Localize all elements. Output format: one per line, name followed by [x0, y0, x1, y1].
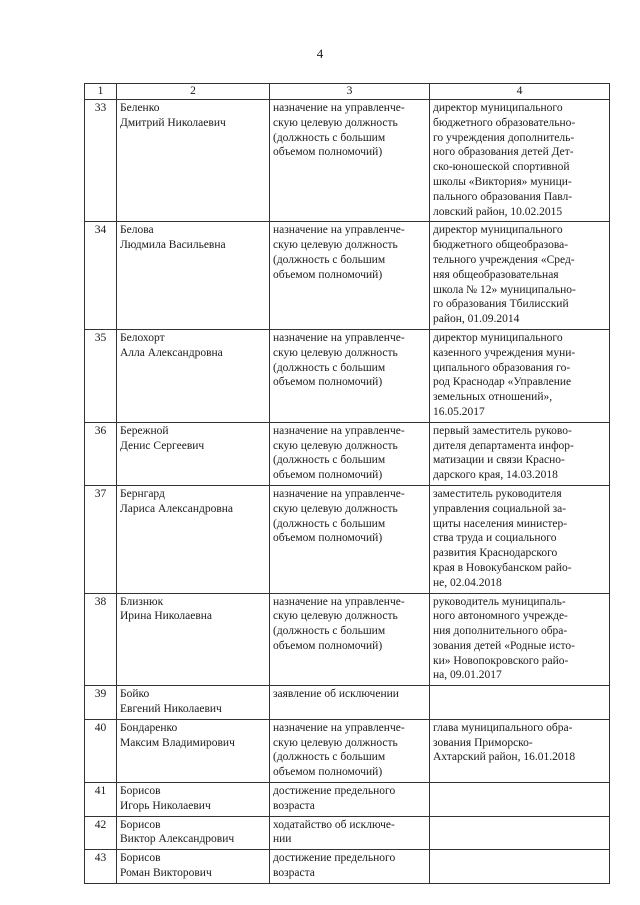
person-name	[117, 719, 270, 782]
surname: Белова	[120, 224, 154, 237]
table-row	[85, 422, 610, 485]
exclusion-reason: назначение на управленче- скую целевую должность (должность с большим объемом полномочий)	[270, 222, 430, 330]
appointed-position: директор муниципального казенного учреждения муни- ципального образования го- род Краснодар «Управление земельных отношений», 16.05.2017	[430, 329, 610, 422]
appointed-position: заместитель руководителя управления социальной за- щиты населения министер- ства труда и социального развития Краснодарского края в Новокубанском райо- не, 02.04.2018	[430, 485, 610, 593]
table-row	[85, 222, 610, 330]
surname: Бережной	[120, 424, 169, 437]
person-name	[117, 329, 270, 422]
row-number: 41	[85, 783, 117, 817]
given-names: Людмила Васильевна	[120, 239, 226, 252]
surname: Бернгард	[120, 487, 165, 500]
person-name	[117, 783, 270, 817]
appointed-position: глава муниципального обра- зования Приморско- Ахтарский район, 16.01.2018	[430, 719, 610, 782]
row-number: 33	[85, 100, 117, 222]
given-names: Ирина Николаевна	[120, 610, 213, 623]
given-names: Роман Викторович	[120, 867, 212, 880]
table-row	[85, 485, 610, 593]
surname: Борисов	[120, 785, 161, 798]
row-number: 42	[85, 816, 117, 850]
given-names: Игорь Николаевич	[120, 799, 211, 812]
row-number: 38	[85, 593, 117, 686]
exclusion-reason: назначение на управленче- скую целевую должность (должность с большим объемом полномочий)	[270, 329, 430, 422]
given-names: Виктор Александрович	[120, 833, 235, 846]
row-number: 37	[85, 485, 117, 593]
exclusion-reason: назначение на управленче- скую целевую должность (должность с большим объемом полномочий)	[270, 100, 430, 222]
person-name	[117, 100, 270, 222]
column-header-3: 3	[270, 84, 430, 100]
appointed-position: первый заместитель руково- дителя департамента инфор- матизации и связи Красно- дарского края, 14.03.2018	[430, 422, 610, 485]
appointed-position: директор муниципального бюджетного общеобразова- тельного учреждения «Сред- няя общеобразовательная школа № 12» муниципально- го образования Тбилисский район, 01.09.2014	[430, 222, 610, 330]
person-name	[117, 485, 270, 593]
given-names: Денис Сергеевич	[120, 439, 205, 452]
surname: Бондаренко	[120, 721, 178, 734]
column-header-4: 4	[430, 84, 610, 100]
table-row	[85, 686, 610, 720]
exclusion-reason: достижение предельного возраста	[270, 783, 430, 817]
appointed-position	[430, 783, 610, 817]
exclusion-reason: ходатайство об исключе- нии	[270, 816, 430, 850]
table-header-row	[85, 84, 610, 100]
person-name	[117, 593, 270, 686]
row-number: 39	[85, 686, 117, 720]
table-row	[85, 816, 610, 850]
given-names: Дмитрий Николаевич	[120, 116, 226, 129]
column-header-1: 1	[85, 84, 117, 100]
table-row	[85, 100, 610, 222]
appointed-position	[430, 686, 610, 720]
given-names: Максим Владимирович	[120, 736, 235, 749]
person-name	[117, 686, 270, 720]
row-number: 40	[85, 719, 117, 782]
surname: Борисов	[120, 852, 161, 865]
appointed-position: директор муниципального бюджетного образовательно- го учреждения дополнитель- ного образования детей Дет- ско-юношеской спортивной школы «Виктория» муници- пального образования Павл- ловский район, 10.02.2015	[430, 100, 610, 222]
given-names: Лариса Александровна	[120, 502, 234, 515]
appointed-position	[430, 850, 610, 884]
row-number: 43	[85, 850, 117, 884]
exclusion-reason: заявление об исключении	[270, 686, 430, 720]
table-row	[85, 850, 610, 884]
exclusion-reason: назначение на управленче- скую целевую должность (должность с большим объемом полномочий)	[270, 593, 430, 686]
appointed-position: руководитель муниципаль- ного автономного учрежде- ния дополнительного обра- зования детей «Родные исто- ки» Новопокровского райо- на, 09.01.2017	[430, 593, 610, 686]
column-header-2: 2	[117, 84, 270, 100]
surname: Борисов	[120, 818, 161, 831]
surname: Близнюк	[120, 595, 164, 608]
registry-table	[84, 83, 610, 884]
row-number: 34	[85, 222, 117, 330]
row-number: 35	[85, 329, 117, 422]
table-row	[85, 783, 610, 817]
exclusion-reason: назначение на управленче- скую целевую должность (должность с большим объемом полномочий)	[270, 485, 430, 593]
given-names: Алла Александровна	[120, 346, 223, 359]
exclusion-reason: назначение на управленче- скую целевую должность (должность с большим объемом полномочий)	[270, 719, 430, 782]
person-name	[117, 222, 270, 330]
person-name	[117, 850, 270, 884]
person-name	[117, 816, 270, 850]
surname: Беленко	[120, 102, 160, 114]
person-name	[117, 422, 270, 485]
surname: Белохорт	[120, 331, 165, 344]
appointed-position	[430, 816, 610, 850]
row-number: 36	[85, 422, 117, 485]
table-row	[85, 329, 610, 422]
given-names: Евгений Николаевич	[120, 703, 222, 716]
table-row	[85, 593, 610, 686]
table-row	[85, 719, 610, 782]
page-number: 4	[316, 46, 324, 61]
surname: Бойко	[120, 688, 150, 701]
table-body	[85, 100, 610, 884]
exclusion-reason: назначение на управленче- скую целевую должность (должность с большим объемом полномочий)	[270, 422, 430, 485]
exclusion-reason: достижение предельного возраста	[270, 850, 430, 884]
